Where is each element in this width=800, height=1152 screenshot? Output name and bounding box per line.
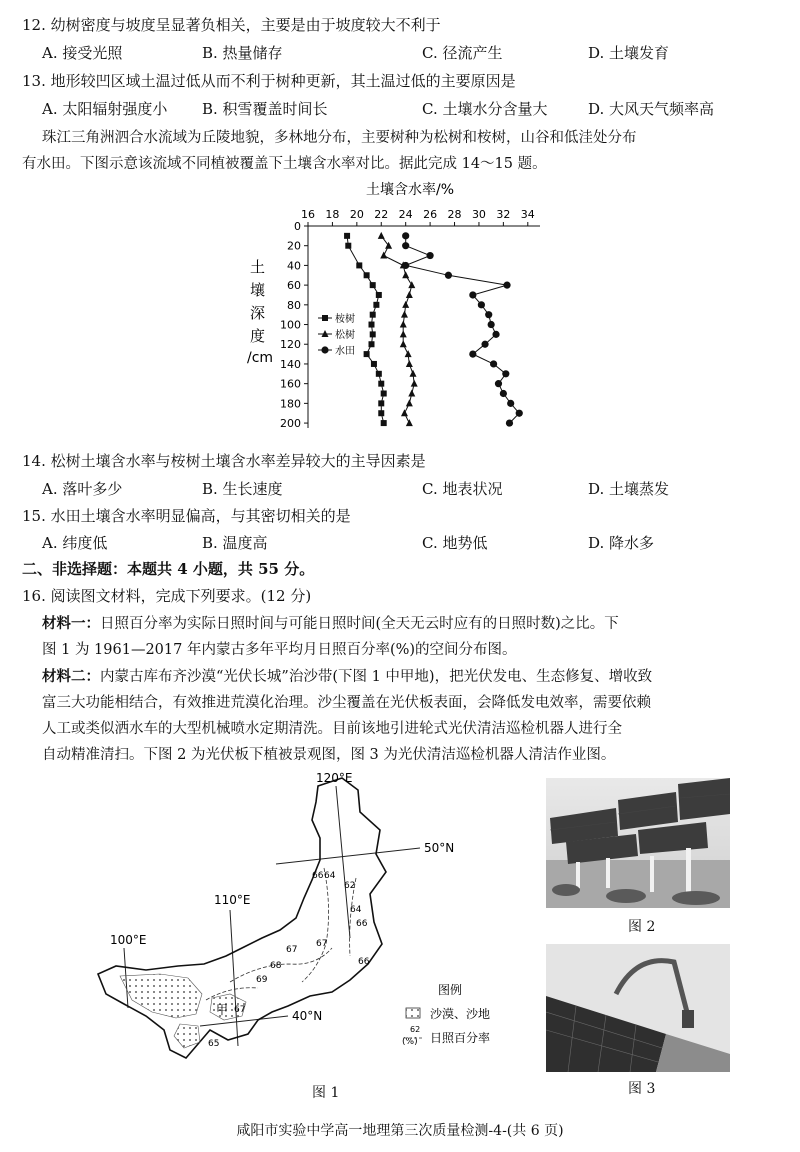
question-12-stem: 12. 幼树密度与坡度呈显著负相关，主要是由于坡度较大不利于: [22, 16, 441, 34]
desert-area-west: [120, 974, 202, 1018]
inner-mongolia-sunshine-map: [80, 768, 600, 1108]
data-point-triangle: [406, 419, 413, 426]
data-point-square: [364, 351, 370, 357]
data-point-circle: [478, 301, 485, 308]
question-13-stem: 13. 地形较凹区域土温过低从而不利于树种更新，其土温过低的主要原因是: [22, 72, 516, 90]
contour-label: 69: [256, 975, 268, 985]
q15-option-b: B. 温度高: [202, 534, 268, 552]
y-axis-label-char: 深: [250, 304, 266, 322]
meridian-120e-line: [336, 786, 350, 938]
x-tick-label: 34: [520, 208, 535, 221]
data-point-triangle: [400, 321, 407, 328]
legend-marker-circle: [321, 346, 328, 353]
data-point-circle: [402, 232, 409, 239]
section-2-heading: 二、非选择题：本题共 4 小题，共 55 分。: [22, 560, 315, 578]
data-point-circle: [490, 360, 497, 367]
data-point-square: [344, 233, 350, 239]
x-tick-label: 18: [325, 208, 340, 221]
chart-title: 土壤含水率/%: [366, 182, 455, 198]
data-point-triangle: [401, 311, 408, 318]
legend-contour-unit: (%): [402, 1037, 418, 1047]
data-point-circle: [516, 410, 523, 417]
y-tick-label: 200: [280, 417, 301, 431]
q13-option-d: D. 大风天气频率高: [588, 100, 715, 118]
legend-marker-square: [322, 315, 328, 321]
x-tick-label: 28: [447, 208, 462, 221]
contour-label: 67: [316, 939, 328, 949]
y-tick-label: 0: [294, 220, 301, 233]
question-16-stem: 16. 阅读图文材料，完成下列要求。(12 分): [22, 587, 312, 605]
contour-label: 67: [286, 945, 298, 955]
data-point-triangle: [380, 252, 387, 259]
q12-option-b: B. 热量储存: [202, 44, 283, 62]
data-point-circle: [503, 282, 510, 289]
data-point-square: [378, 410, 384, 416]
q15-option-c: C. 地势低: [422, 534, 488, 552]
contour-label: 67: [234, 1005, 246, 1015]
data-point-circle: [485, 311, 492, 318]
q13-option-a: A. 太阳辐射强度小: [42, 100, 168, 118]
material-1-text: 日照百分率为实际日照时间与可能日照时间(全天无云时应有的日照时数)之比。下: [100, 616, 619, 632]
data-point-square: [381, 391, 387, 397]
material-2-line-1: [42, 665, 652, 686]
x-tick-label: 32: [496, 208, 511, 221]
x-tick-label: 26: [423, 208, 438, 221]
data-point-square: [376, 371, 382, 377]
data-point-square: [364, 272, 370, 278]
data-point-circle: [502, 370, 509, 377]
data-point-square: [356, 262, 362, 268]
data-point-triangle: [408, 281, 415, 288]
data-point-circle: [469, 291, 476, 298]
q12-option-a: A. 接受光照: [42, 44, 123, 62]
lon-110e-label: 110°E: [214, 893, 251, 907]
x-tick-label: 22: [374, 208, 389, 221]
data-point-circle: [481, 341, 488, 348]
data-point-square: [381, 420, 387, 426]
material-1-label: 材料一：: [42, 615, 100, 632]
material-2-line-2: 富三大功能相结合，有效推进荒漠化治理。沙尘覆盖在光伏板表面，会降低发电效率，需要依赖: [42, 695, 651, 711]
data-point-circle: [402, 242, 409, 249]
q15-option-d: D. 降水多: [588, 534, 655, 552]
material-2-line-4: 自动精准清扫。下图 2 为光伏板下植被景观图，图 3 为光伏清洁巡检机器人清洁作业图。: [42, 747, 616, 763]
q14-option-d: D. 土壤蒸发: [588, 480, 670, 498]
lat-40n-label: 40°N: [292, 1009, 323, 1023]
y-axis-label-char: 壤: [250, 281, 266, 299]
parallel-40n-line: [200, 1016, 288, 1026]
legend-desert-label: 沙漠、沙地: [430, 1007, 491, 1021]
q13-option-b: B. 积雪覆盖时间长: [202, 100, 328, 118]
q15-option-a: A. 纬度低: [42, 534, 108, 552]
figure-3-caption: 图 3: [628, 1081, 656, 1097]
contour-label: 64: [350, 905, 362, 915]
data-point-circle: [469, 350, 476, 357]
y-tick-label: 180: [280, 397, 301, 411]
contour-label: 68: [270, 961, 282, 971]
y-tick-label: 20: [287, 239, 301, 253]
data-point-triangle: [402, 271, 409, 278]
solar-panel-vegetation-photo: [546, 778, 730, 908]
y-axis-label-char: 度: [250, 327, 266, 345]
data-point-circle: [506, 419, 513, 426]
legend-contour-value: 62: [410, 1025, 421, 1034]
data-point-circle: [495, 380, 502, 387]
q12-option-d: D. 土壤发育: [588, 44, 670, 62]
x-tick-label: 20: [349, 208, 364, 221]
figure-2-caption: 图 2: [628, 919, 656, 935]
place-label-jia: 甲: [216, 1003, 229, 1017]
passage-line-1: 珠江三角洲泗合水流域为丘陵地貌，多林地分布，主要树种为松树和桉树，山谷和低洼处分布: [42, 130, 637, 146]
contour-label: 66: [312, 871, 324, 881]
contour-label: 65: [208, 1039, 220, 1049]
soil-moisture-chart: [0, 178, 800, 448]
page-footer: 咸阳市实验中学高一地理第三次质量检测-4-(共 6 页): [236, 1123, 564, 1139]
contour-line-a: [302, 868, 329, 982]
contour-label: 64: [324, 871, 336, 881]
q14-option-b: B. 生长速度: [202, 480, 283, 498]
x-tick-label: 16: [301, 208, 315, 221]
q14-option-a: A. 落叶多少: [42, 480, 123, 498]
desert-area-south: [174, 1024, 200, 1048]
lon-120e-label: 120°E: [316, 771, 353, 785]
legend-label: 松树: [335, 330, 355, 341]
data-point-circle: [402, 262, 409, 269]
material-2-line-3: 人工或类似洒水车的大型机械喷水定期清洗。目前该地引进轮式光伏清洁巡检机器人进行全: [42, 721, 622, 737]
data-point-square: [378, 381, 384, 387]
data-point-square: [376, 292, 382, 298]
y-tick-label: 160: [280, 377, 301, 391]
contour-label: 66: [358, 957, 370, 967]
data-point-square: [378, 400, 384, 406]
question-14-stem: 14. 松树土壤含水率与桉树土壤含水率差异较大的主导因素是: [22, 452, 426, 470]
material-1-line-1: [42, 612, 619, 633]
data-point-circle: [500, 390, 507, 397]
material-2-text: 内蒙古库布齐沙漠“光伏长城”治沙带(下图 1 中甲地)，把光伏发电、生态修复、增收致: [100, 669, 653, 685]
y-tick-label: 140: [280, 357, 301, 371]
contour-label: 66: [356, 919, 368, 929]
q14-option-c: C. 地表状况: [422, 480, 503, 498]
y-axis-unit-label: /cm: [247, 350, 274, 366]
legend-contour-label: 日照百分率: [430, 1031, 491, 1045]
data-point-triangle: [406, 291, 413, 298]
y-axis-label-char: 土: [250, 258, 266, 276]
data-point-square: [370, 312, 376, 318]
data-point-circle: [492, 331, 499, 338]
lat-50n-label: 50°N: [424, 841, 455, 855]
data-point-triangle: [406, 399, 413, 406]
y-tick-label: 40: [287, 259, 301, 273]
data-point-square: [371, 361, 377, 367]
figure-1-caption: 图 1: [312, 1085, 340, 1101]
q13-option-c: C. 土壤水分含量大: [422, 100, 548, 118]
data-point-circle: [427, 252, 434, 259]
passage-line-2: 有水田。下图示意该流域不同植被覆盖下土壤含水率对比。据此完成 14～15 题。: [22, 156, 547, 172]
parallel-50n-line: [276, 848, 420, 864]
data-point-triangle: [406, 360, 413, 367]
data-point-triangle: [401, 409, 408, 416]
data-point-square: [370, 331, 376, 337]
legend-label: 水田: [335, 346, 355, 357]
cleaning-robot-photo: [546, 944, 730, 1072]
data-point-triangle: [408, 390, 415, 397]
legend-title: 图例: [438, 983, 463, 997]
data-point-circle: [507, 400, 514, 407]
data-point-triangle: [402, 301, 409, 308]
data-point-square: [345, 243, 351, 249]
y-tick-label: 60: [287, 279, 301, 293]
data-point-circle: [445, 272, 452, 279]
legend-label: 桉树: [335, 314, 355, 325]
data-point-triangle: [400, 330, 407, 337]
material-2-label: 材料二：: [42, 668, 100, 685]
data-point-triangle: [410, 370, 417, 377]
y-tick-label: 80: [287, 298, 301, 312]
data-point-square: [370, 282, 376, 288]
q12-option-c: C. 径流产生: [422, 44, 503, 62]
data-point-square: [368, 341, 374, 347]
data-point-triangle: [400, 340, 407, 347]
y-tick-label: 120: [280, 338, 301, 352]
legend-desert-swatch: [406, 1008, 420, 1018]
lon-100e-label: 100°E: [110, 933, 147, 947]
y-tick-label: 100: [280, 318, 301, 332]
data-point-triangle: [411, 380, 418, 387]
data-point-circle: [488, 321, 495, 328]
data-point-square: [373, 302, 379, 308]
data-point-triangle: [378, 232, 385, 239]
data-point-triangle: [405, 350, 412, 357]
data-point-square: [368, 322, 374, 328]
x-tick-label: 30: [471, 208, 486, 221]
question-15-stem: 15. 水田土壤含水率明显偏高，与其密切相关的是: [22, 507, 351, 525]
material-1-line-2: 图 1 为 1961—2017 年内蒙古多年平均月日照百分率(%)的空间分布图。: [42, 642, 517, 658]
contour-label: 62: [344, 881, 356, 891]
x-tick-label: 24: [398, 208, 413, 221]
